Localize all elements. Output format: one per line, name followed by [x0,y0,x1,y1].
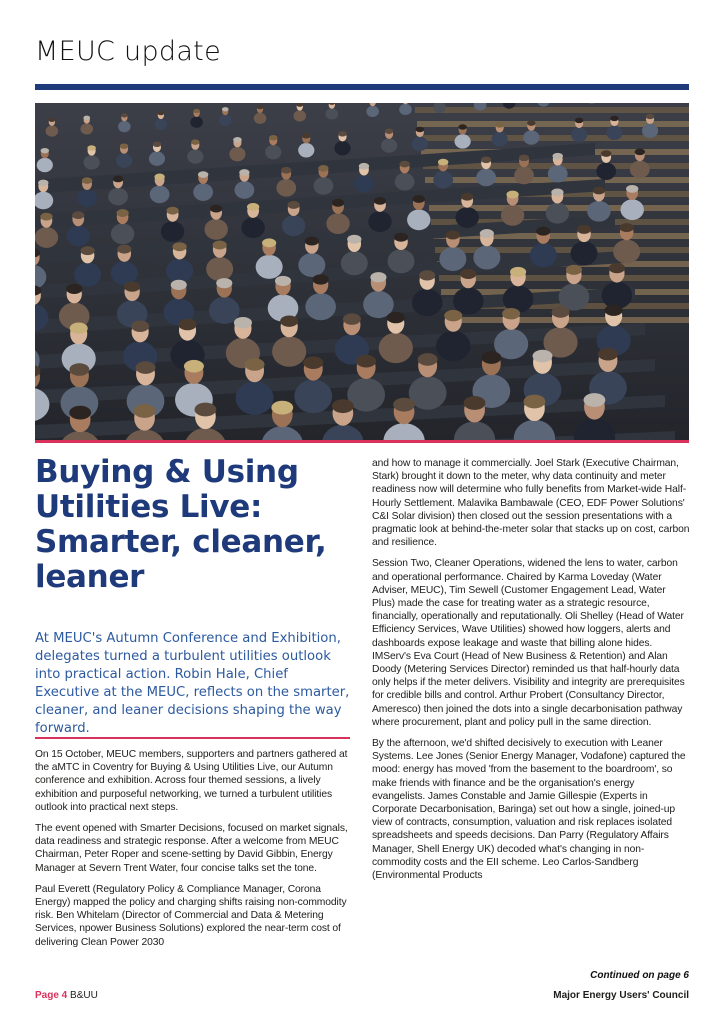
footer-page-number: Page 4 [35,990,68,1001]
body-paragraph: Session Two, Cleaner Operations, widened the lens to water, carbon and operational performance. Chaired by Karma Loveday (Water Adviser, MEUC), Tim Sewell (Customer Engagement Lead, Water Plus) made the case for treating water as a strategic resource, financially, operationally and reputationally. Oli Shelley (Head of Water Efficiency Services, Wave Utilities) showed how loggers, alerts and dashboards expose leakage and waste that billing alone hides. IMServ's Eva Court (Head of New Business & Retention) and Alan Doody (Metering Services Director) reminded us that half-hourly data only helps if the meter delivers. Visibility and integrity are prerequisites for credible bills and control. Arthur Probert (Consultancy Director, Ameresco) then joined the dots into a single decarbonisation pathway where procurement, plant and policy pull in the same direction. [372,558,685,728]
footer-organisation: Major Energy Users' Council [553,990,689,1001]
header-rule [35,84,689,90]
wall-slat [435,247,689,253]
body-paragraph: By the afternoon, we'd shifted decisively to execution with Leaner Systems. Lee Jones (Senior Energy Manager, Vodafone) captured the mood: energy has moved 'from the basement to the boardroom', so make friends with finance and be the organisation's energy evangelists. James Constable and Jamie Gillespie (Experts in Corporate Decarbonisation, Baringa) set out how a single, joined-up view of contracts, consumption, valuation and risk replaces isolated spreadsheets and speeds decisions. Dan Parry (Regulatory Affairs Manager, Shell Energy UK) decoded what's changing in non-commodity costs and the EII scheme. Leo Carlos-Sandberg (Environmental Products [372,738,686,882]
article-standfirst: At MEUC's Autumn Conference and Exhibition, delegates turned a turbulent utilities outlook into practical action. Robin Hale, Chief Executive at the MEUC, reflects on the smarter, cleaner, and leaner decisions shaping the way forward. [35,631,350,736]
standfirst-rule [35,737,350,739]
body-paragraph: Paul Everett (Regulatory Policy & Compliance Manager, Corona Energy) mapped the policy and charging shifts raising non-commodity risk. Ben Whitelam (Director of Commercial and Data & Metering Services, npower Business Solutions) explored the near-term cost of delivering Clean Power 2030 [35,883,347,948]
body-paragraph: and how to manage it commercially. Joel Stark (Executive Chairman, Stark) brought it down to the meter, why data continuity and meter readiness now will determine who fully benefits from Market-wide Half-Hourly Settlement. Malavika Bambawale (CEO, EDF Power Solutions' C&I Solar division) then closed out the session presentations with a pragmatic look at behind-the-meter solar that stacks up on cost, carbon and resilience. [372,458,690,549]
photo-rule [35,440,689,443]
body-paragraph: On 15 October, MEUC members, supporters and partners gathered at the aMTC in Coventry for Buying & Using Utilities Live, our Autumn conference and exhibition. Across four themed sessions, a lively exhibition and purposeful networking, we turned a turbulent utilities outlook into practical next steps. [35,749,348,813]
article-headline: Buying & Using Utilities Live: Smarter, cleaner, leaner [35,454,327,595]
body-column-right [372,457,690,890]
body-column-left [35,748,353,957]
footer-page-info [35,990,98,1001]
conference-audience-photo [35,103,689,440]
wall-slat [439,275,689,281]
body-paragraph: The event opened with Smarter Decisions, focused on market signals, data readiness and strategic response. After a welcome from MEUC Chairman, Peter Roper and scene-setting by David Gibbin, Energy Manager at Severn Trent Water, four concise talks set the tone. [35,823,348,874]
footer-magazine: B&UU [70,990,98,1001]
wall-slat [415,107,689,113]
continued-note: Continued on page 6 [590,970,689,981]
section-title: MEUC update [35,36,221,67]
